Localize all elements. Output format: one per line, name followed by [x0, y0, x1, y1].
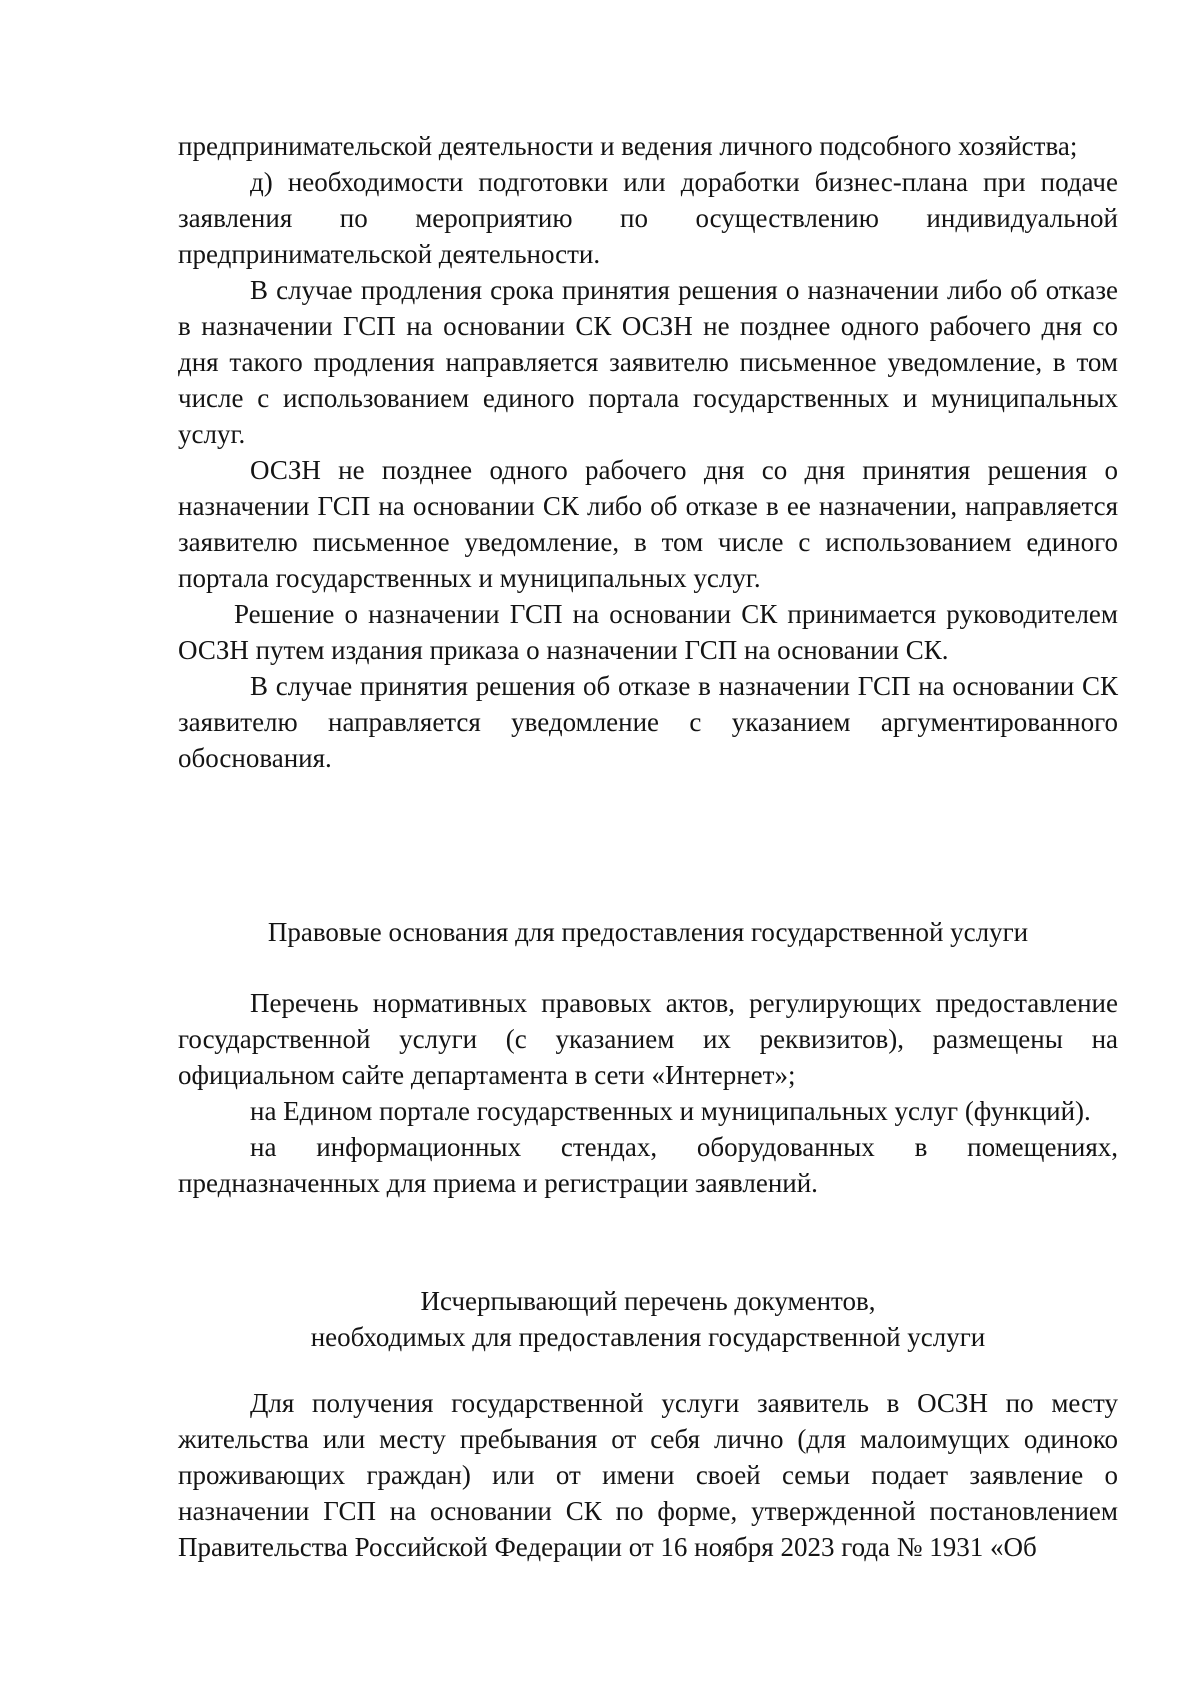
paragraph-info-stands: на информационных стендах, оборудованных в помещениях, предназначенных для приема и регистрации заявлений. — [178, 1132, 1118, 1198]
paragraph-continuation: предпринимательской деятельности и ведения личного подсобного хозяйства; — [178, 131, 1078, 161]
paragraph-decision-order: Решение о назначении ГСП на основании СК принимается руководителем ОСЗН путем издания приказа о назначении ГСП на основании СК. — [178, 599, 1118, 665]
section-heading-legal-basis-wrapper — [178, 914, 1118, 950]
section-heading-documents-wrapper — [178, 1283, 1118, 1355]
section-heading-documents-line1: Исчерпывающий перечень документов, — [420, 1286, 876, 1316]
paragraph-item-d: д) необходимости подготовки или доработки бизнес-плана при подаче заявления по мероприятию по осуществлению индивидуальной предпринимательской деятельности. — [178, 167, 1118, 269]
body-text-section-2 — [178, 985, 1118, 1201]
body-text-section-1 — [178, 128, 1118, 776]
paragraph-legal-acts-list: Перечень нормативных правовых актов, регулирующих предоставление государственной услуги (с указанием их реквизитов), размещены на официальном сайте департамента в сети «Интернет»; — [178, 988, 1118, 1090]
paragraph-application-procedure: Для получения государственной услуги заявитель в ОСЗН по месту жительства или месту пребывания от себя лично (для малоимущих одиноко проживающих граждан) или от имени своей семьи подает заявление о назначении ГСП на основании СК по форме, утвержденной постановлением Правительства Российской Федерации от 16 ноября 2023 года № 1931 «Об — [178, 1388, 1118, 1562]
section-heading-documents-line2: необходимых для предоставления государственной услуги — [310, 1322, 986, 1352]
paragraph-unified-portal: на Едином портале государственных и муниципальных услуг (функций). — [250, 1096, 1091, 1126]
paragraph-refusal-notice: В случае принятия решения об отказе в назначении ГСП на основании СК заявителю направляется уведомление с указанием аргументированного обоснования. — [178, 671, 1118, 773]
body-text-section-3 — [178, 1385, 1118, 1565]
paragraph-decision-notice: ОСЗН не позднее одного рабочего дня со дня принятия решения о назначении ГСП на основании СК либо об отказе в ее назначении, направляется заявителю письменное уведомление, в том числе с использованием единого портала государственных и муниципальных услуг. — [178, 455, 1118, 593]
paragraph-extension-notice: В случае продления срока принятия решения о назначении либо об отказе в назначении ГСП на основании СК ОСЗН не позднее одного рабочего дня со дня такого продления направляется заявителю письменное уведомление, в том числе с использованием единого портала государственных и муниципальных услуг. — [178, 275, 1118, 449]
section-heading-legal-basis: Правовые основания для предоставления государственной услуги — [267, 917, 1029, 947]
